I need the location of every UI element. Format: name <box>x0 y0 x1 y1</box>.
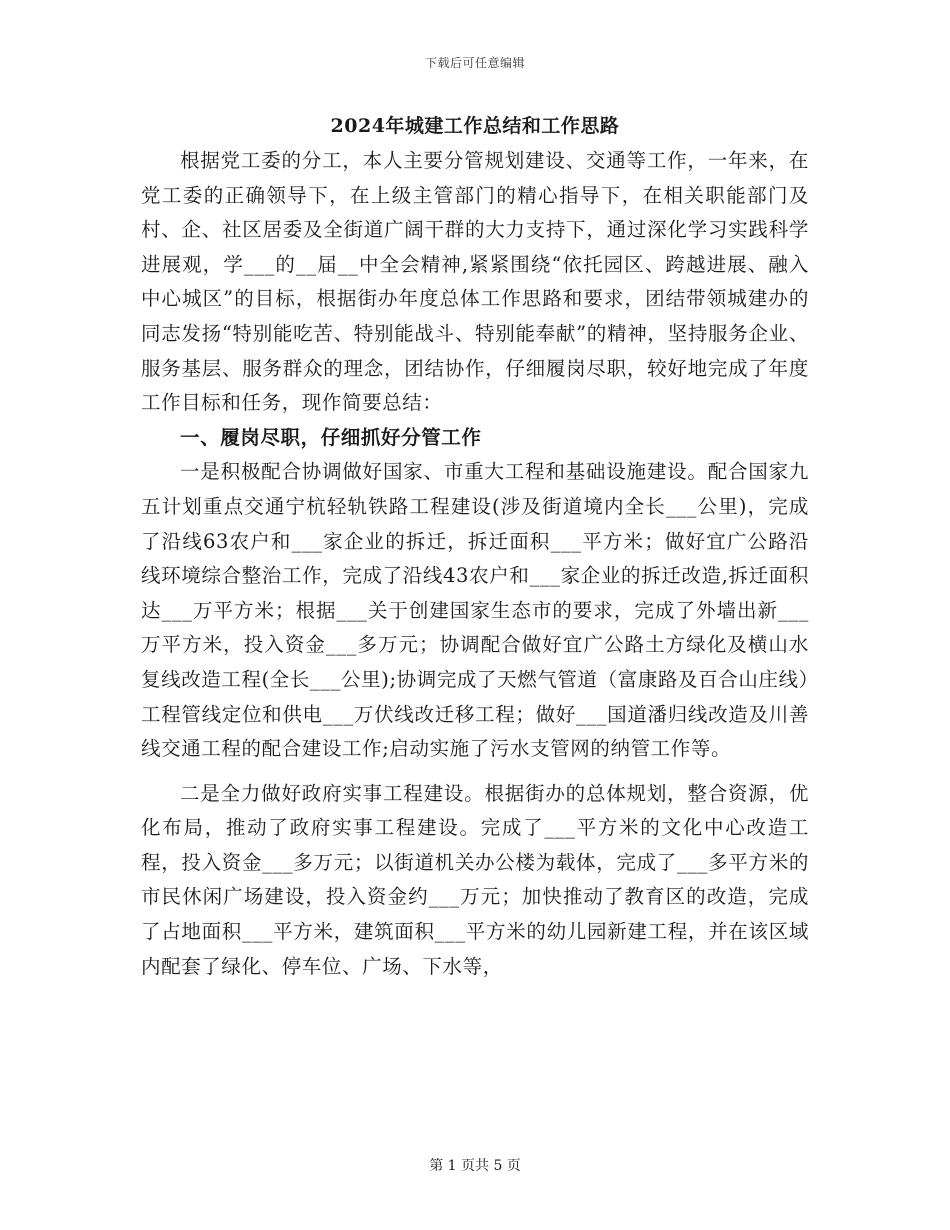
intro-paragraph: 根据党工委的分工，本人主要分管规划建设、交通等工作，一年来，在党工委的正确领导下，在上级主管部门的精心指导下，在相关职能部门及村、企、社区居委及全街道广阔干群的大力支持下，通过深化学习实践科学进展观，学___的__届__中全会精神,紧紧围绕“依托园区、跨越进展、融入中心城区”的目标，根据街办年度总体工作思路和要求，团结带领城建办的同志发扬“特别能吃苦、特别能战斗、特别能奉献”的精神，坚持服务企业、服务基层、服务群众的理念，团结协作，仔细履岗尽职，较好地完成了年度工作目标和任务，现作简要总结： <box>141 149 809 415</box>
body-paragraph-2: 二是全力做好政府实事工程建设。根据街办的总体规划，整合资源，优化布局，推动了政府实事工程建设。完成了___平方米的文化中心改造工程，投入资金___多万元；以街道机关办公楼为载体，完成了___多平方米的市民休闲广场建设，投入资金约___万元；加快推动了教育区的改造，完成了占地面积___平方米，建筑面积___平方米的幼儿园新建工程，并在该区域内配套了绿化、停车位、广场、下水等， <box>141 781 809 978</box>
page-number: 第 1 页共 5 页 <box>429 1158 521 1174</box>
section-heading: 一、履岗尽职，仔细抓好分管工作 <box>180 425 482 449</box>
document-title: 2024年城建工作总结和工作思路 <box>330 115 620 137</box>
document-body <box>141 108 809 984</box>
paragraph-gap <box>141 767 809 777</box>
header-note: 下载后可任意编辑 <box>424 56 525 70</box>
body-paragraph-1: 一是积极配合协调做好国家、市重大工程和基础设施建设。配合国家九五计划重点交通宁杭轻轨铁路工程建设(涉及街道境内全长___公里)，完成了沿线63农户和___家企业的拆迁，拆迁面积___平方米；做好宜广公路沿线环境综合整治工作，完成了沿线43农户和___家企业的拆迁改造,拆迁面积达___万平方米；根据___关于创建国家生态市的要求，完成了外墙出新___万平方米，投入资金___多万元；协调配合做好宜广公路土方绿化及横山水复线改造工程(全长___公里);协调完成了天燃气管道（富康路及百合山庄线）工程管线定位和供电___万伏线改迁移工程；做好___国道潘归线改造及川善线交通工程的配合建设工作;启动实施了污水支管网的纳管工作等。 <box>141 460 809 761</box>
